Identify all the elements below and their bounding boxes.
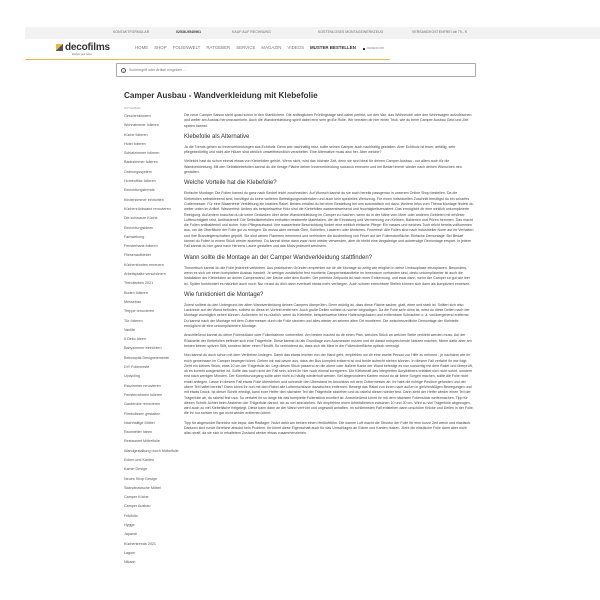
paragraph: Theoretisch kannst du die Folie jederzeit verkleben. Aus praktischen Gründen empfehlen wir dir die Montage so zeitig wie möglich in deine Umbauphase einzuplanen. Besonders, wenn es sich um einen kompletten Ausbau handelt. Je weniger zusätzliche fest montierte Camperbestandteile im Innenraum vorhanden sind, desto unkomplizierter ist auch die Installation der Klebefolien an deiner Camperwand, der Decke oder dem Boden. Der perfekte Zeitpunkt ist nach einer Entkernung, und zwar dann, wenn der Camper so gut wie leer ist. Später funktioniert es natürlich auch noch. Nur musst du dich dann eventuell etwas mehr verbiegen. Auch schwer erreichbare Stellen können sich dann als kompliziert erweisen. [184, 265, 471, 286]
sidebar-item[interactable]: Kamin Design [124, 467, 147, 472]
sidebar-item[interactable]: Hotel folieren [124, 141, 146, 146]
sidebar-item[interactable]: Arbeitsplatte verschönern [124, 272, 166, 277]
logo[interactable] [56, 42, 110, 53]
sidebar-item[interactable]: 5 Deko Ideen [124, 337, 146, 342]
sidebar-item[interactable]: Camper Ausbau [124, 504, 151, 509]
sidebar-item[interactable]: Küche folieren [124, 132, 148, 137]
sidebar-item[interactable]: Lagom [124, 550, 136, 555]
nav-muster-bestellen[interactable]: MUSTER BESTELLEN [310, 45, 356, 50]
sidebar-item[interactable]: Camper Küche [124, 495, 149, 500]
sidebar-item[interactable]: Restaurant Möbelfolie [124, 439, 160, 444]
section-heading: Welche Vorteile hat die Klebefolie? [184, 180, 277, 187]
nav-ratgeber[interactable]: RATGEBER [206, 45, 231, 50]
article-body [184, 113, 474, 441]
nav-magazin[interactable]: MAGAZIN [261, 45, 282, 50]
sidebar-item[interactable]: Fliesenaufkleber [124, 253, 152, 258]
top-info-bar [25, 27, 600, 39]
sidebar-item[interactable]: Upcycling [124, 374, 140, 379]
paragraph: Nun kannst du auch schon mit dem Verkleben loslegen. Damit das etwas leichter von der Hand geht, empfehlen wir dir eine zweite Person zur Hilfe zu nehmen - je nachdem wie ihr euch gemeinsam im Camper bewegen könnt. Gehen wir mal davon aus, dass der Bus komplett entkernt ist und beide aufrecht stehen können. In diesem Fall verfahrt ihr wie folgt: Zieht ein kleines Stück, etwa 10 cm der Trägerfolie ab. Legt dieses Stück passend an die obere oder äußere Kante der Wand befestigt es nun vorsichtig mit dem Rakel und überprüft, ob es korrekt ausgerichtet ist. Sollte das noch nicht der Fall sein, könnt ihr hier noch einmal korrigieren. Die Klebekraft des integrierten Acrylklebers entfaltet sich nicht sofort, sondern erst nach wenigen Minuten. Der Korrekturvorgang sollte aber nicht zu häufig wiederholt werden. Bei abgerundeten Kanten musst du dir keine Sorgen machen, sollte die Folie nicht exakt anliegen. Lasse in diesem Fall etwas Folie überstehen und schneide den Überstand im Anschluss mit dem Cuttermesser ab. Ihr habt die richtige Position gefunden und der obere Teil haftet bereits? Dann könnt ihr nun mit dem Rakel alle Lufteinschlüsse dazwischen entfernen. Bewegt das Rakel von innen nach außen in gleichmäßigen Bewegungen und mit etwas Druck. Ist dieser Schritt erledigt, kann euer Helfer den nächsten Teil der Trägerfolie abziehen und du rakelst diesen wieder fest. Dann zieht der Helfer wieder einen Teil der Trägerfolie ab, du rakelst fest usw. So verfahrt ihr so lange bis das komplette Folienstück montiert ist. Anschließend könnt ihr mit dem nächsten Folienstück weitermachen. Tipp für diesen Schritt: Achtet beim Abziehen der Trägerfolie darauf, nie zu viel abzuziehen. Wir empfehlen einen Arbeitsbereich zwischen 10 und 20 cm. Wird zu viel Trägerfolie abgezogen, wird auch zu viel Klebefläche freigelegt. Diese kann dann an der Wand verfrüht und ungewollt anhaften. Im schlimmsten Fall entstehen dann unschöne Knicke und Dellen in der Folie, die ihr nur schwer bis gar nicht wieder entfernen könnt. [184, 353, 474, 416]
logo-text: decofilms [65, 42, 110, 53]
sidebar-item[interactable]: Kinderzimmer einrichten [124, 197, 164, 202]
sidebar-item[interactable]: Homeoffice folieren [124, 179, 156, 184]
paragraph: Ja die Trends gehen zu Innenverkleidungen aus Echtholz. Denn wer nachhaltig reist, sollte seinen Camper auch nachhaltig gestalten. Aber Echtholz ist teuer, anfällig, sehr pflegebedürftig und nicht alle Hölzer sind wirklich umweltfreundlich verarbeitet. Eine Alternative muss also her. Aber welche? [184, 144, 456, 155]
search-input[interactable] [129, 68, 429, 72]
sidebar-item[interactable]: Frikifolio [124, 513, 138, 518]
sidebar-item[interactable]: Ecken und Kanten [124, 457, 155, 462]
sidebar-item[interactable]: Wandgestaltung durch Möbelfolie [124, 448, 179, 453]
sidebar-item[interactable]: Vanlife [124, 327, 136, 332]
paragraph: Tipp für abgerundet Bereiche wie bspw. das Radlager: Nutzt dafür am besten einen Heißluftföhn. Die warme Luft macht die Struktur der Folie für eine kurze Zeit weich und elastisch. Dadurch sind runde Bereiche absolut kein Problem. Ihr könnt diese Eigenschaft auch für das Umschlagen an Ecken und Kanten nutzen. Zieht die elastische Folie dann aber nicht allzu straff, da sie sich in erkaltetem Zustand wieder etwas zusammenziehen. [184, 420, 472, 436]
sidebar-item[interactable]: Hygge [124, 523, 135, 528]
sidebar-item[interactable]: Küchenrückwand renovieren [124, 206, 171, 211]
sidebar-item[interactable]: Ordnungssystem [124, 169, 152, 174]
section-heading: Wann sollte die Montage an der Camper Wandverkleidung stattfinden? [184, 254, 372, 261]
sidebar-item[interactable]: DIY Folienreste [124, 365, 150, 370]
page-title: Camper Ausbau - Wandverkleidung mit Klebefolie [124, 91, 318, 100]
sidebar-item[interactable]: Filmkulissen gestalten [124, 411, 161, 416]
sidebar-item[interactable]: Küchentrends 2021 [124, 541, 156, 546]
paragraph: Einfache Montage: Die Folien kannst du ganz nach Bedarf leicht zuschneiden. Auf Wunsch kannst du sie auch bereits passgenau in unserem Online Shop bestellen. Da die Klebefolien selbstklebend sind, benötigst du keine weiteren Befestigungsmaterialien und auch kein spezielles Werkzeug. Für einen individuellen Zuschnitt benötigst du ein scharfes Cuttermesser. Für eine Blasenfreie Verklebung ein intaktes Rakel. Beides erhältst du bei einer Bestellung bei uns automatisch mit dazu. Weitere Infos zum Thema Montage findest du weiter unten im Artikel. Wasserfest: Anders als beispielsweise Holz sind die Klebefolien wasserabweisend und feuchtigkeitsresistent. Das ermöglicht dir eine wirklich unkomplizierte Reinigung. Außerdem brauchst du dir keine Gedanken über deine Wandverkleidung im Camper zu machen, wenn du in der Nähe vom Meer oder anderen Gebieten mit erhöhter Luftfeuchtigkeit reist. Antibakteriell: Die Selbstklebefolien enthalten bestimmte Materialien, die die Einnistung und Vermehrung von Keimen, Bakterien und Pilzen hemmen. Das macht die Folien antibakteriell und sicher. Kein Pflegeaufwand: Ihre wasserfeste Beschichtung fördert eine wirklich einfache Pflege. Ein nasses und weiches Tuch reicht bereits vollkommen aus, um die Oberfläche der Folie gut zu reinigen. Du musst aber niemals Ölen, Schleifen, Lasieren oder ähnliches. Feuerfest: Alle Folien sind nach industrieller Norm auf ihr Verhalten und ihre Brandeigenschaften geprüft. Sie sind wirken Flammen hemmend und verhindern die Ausbreitung von Feuer auf der Folienoberfläche. Einfache Demontage: Bei Bedarf kannst du Folien in einem Stück wieder abziehen. Du kannst diese dann zwar nicht wieder verwenden, aber dir bleibt eine langwierige und aufwendige Demontage erspart. In jedem Fall kannst du hier ganz nach Herzens Laune gestalten und das Motiv jederzeit wechseln. [184, 191, 474, 249]
paragraph: Anschließend kannst du deine Folienstücke oder Folienbahnen vorbereiten. Am besten machst du dir einen Plan, welches Stück an welcher Stelle verklebt werden muss. Auf der Rückseite der Klebefolien befindet sich eine Trägerfolie. Diese kannst du als Grundlage zum Ausmessen nutzen und dir darauf entsprechende Notizen machen. Nimm dafür aber am besten keinen spitzen Stift, sondern lieber einen Filzstift. So verhinderst du, dass sich die Mine in der Folienoberfläche optisch verewigt. [184, 333, 472, 348]
cart-link[interactable] [363, 47, 384, 50]
sidebar-item[interactable]: Farbwirkung [124, 234, 145, 239]
sidebar [124, 106, 184, 570]
sidebar-item[interactable]: Küchenfronten erneuern [124, 262, 164, 267]
contact-form-link[interactable]: KONTAKTFORMULAR [113, 30, 150, 34]
sidebar-item[interactable]: Badezimmer folieren [124, 160, 158, 165]
section-heading: Wie funktioniert die Montage? [184, 291, 264, 298]
sidebar-item[interactable]: Fensterrahmen folieren [124, 392, 163, 397]
sidebar-item[interactable]: Nikaon [124, 560, 136, 565]
logo-tagline: Restyle your home [72, 53, 92, 56]
sidebar-item[interactable]: Nachhaltige Möbel [124, 420, 155, 425]
sidebar-item[interactable]: Tür folieren [124, 318, 143, 323]
sidebar-item[interactable]: Betonoptik Designelemente [124, 355, 170, 360]
section-heading: Klebefolie als Alternative [184, 133, 250, 140]
logo-mark-icon [56, 44, 63, 51]
free-tools-info: KOSTENLOSES MONTAGEWERKZEUG [318, 30, 384, 34]
sidebar-item[interactable]: Japandi [124, 532, 137, 537]
sidebar-list [124, 114, 184, 564]
nav-videos[interactable]: VIDEOS [287, 45, 305, 50]
sidebar-item[interactable]: Geschenkboxen [124, 114, 151, 118]
sidebar-category-label: RATGEBER [124, 106, 141, 110]
sidebar-item[interactable]: Einrichtungstrends [124, 188, 155, 193]
free-shipping-info: VERSANDKOSTENFREI ab 79,- € [412, 30, 468, 34]
sidebar-item[interactable]: Messebau [124, 299, 142, 304]
sidebar-item[interactable]: Boden folieren [124, 290, 148, 295]
cart-icon [363, 48, 365, 50]
sidebar-item[interactable]: Raumteiler Ideen [124, 430, 153, 435]
sidebar-item[interactable]: Skandinavische Möbel [124, 485, 161, 490]
search-bar [116, 63, 476, 77]
search-icon: i [121, 68, 126, 73]
main-nav [135, 45, 362, 50]
sidebar-item[interactable]: Wohnzimmer folieren [124, 123, 159, 128]
phone-number[interactable]: 02536-9540961 [176, 30, 202, 34]
sidebar-item[interactable]: Treppe renovieren [124, 309, 154, 314]
sidebar-item[interactable]: Esszimmer renovieren [124, 383, 161, 388]
paragraph: Vielleicht hast du schon einmal etwas von Klebefolien gehört. Wenn nicht, wird das höchste Zeit, denn sie sind ideal für deinen Camper Ausbau - vor allem auch für die Wandverkleidung. Mit den Selbstklebefolien kannst du die riesige Fläche deiner Innenverkleidung ruckzuck erneuern und bei Bedarf immer wieder nach deinen Wünschen neu gestalten. [184, 159, 462, 175]
sidebar-item[interactable]: Trendfarben 2021 [124, 281, 154, 286]
sidebar-item[interactable]: Fensterbank folieren [124, 244, 158, 249]
paragraph: Die neue Camper Saison steht quasi schon in den Startlöchern. Die anfänglichen Frühlingstage sind dabei perfekt, um den Van, das Wohnmobil oder den Wohnwagen aufzufrischen und weiter am Ausbau herumzuwerkeln. Auch die Wandverkleidung spielt dabei eine sehr große Rolle. Wir verraten dir hier einen Trick, wie du beim Camper Ausbau Geld und Zeit sparen kannst. [184, 113, 472, 128]
cart-label: WARENKORB [367, 47, 384, 50]
sidebar-item[interactable]: Garderobe renovieren [124, 402, 161, 407]
invoice-payment-info: KAUF AUF RECHNUNG [232, 30, 271, 34]
sidebar-item[interactable]: Einrichtungsideen [124, 225, 154, 230]
nav-service[interactable]: SERVICE [236, 45, 256, 50]
nav-shop[interactable]: SHOP [154, 45, 167, 50]
sidebar-item[interactable]: Neues Shop Design [124, 476, 157, 481]
main-header [25, 39, 390, 60]
sidebar-item[interactable]: Die schwarze Küche [124, 216, 158, 221]
sidebar-item[interactable]: Babyzimmer einrichten [124, 346, 162, 351]
paragraph: Zuerst solltest du den Untergrund der alten Wandverkleidung deines Campers überprüfen. Denn wichtig ist, dass diese Fläche sauber, glatt, eben und stark ist. Sollten sich also Lackreste auf der Wand befinden, solltest du diese im Vorfeld entfernen. Auch große Dellen solltest du vorher begradigen. Da die Folie sehr dünn ist, wirst du diese Dellen nach der Montage womöglich sehen können. Außerdem ist es nützlich, wenn du Kleinteile, beispielsweise kleine Halterungshaken und entfernbare Schrauben o. ä. vorübergehend entfernst. Du kannst nach der Montage mit dem Cuttermesser durch die Folie stechen und alles wieder an seinem alten Ort montieren. Die zwischenzeitliche Demontage der Kleinteile ermöglicht dir eine unkompliziertere Montage. [184, 302, 470, 329]
sidebar-item[interactable]: Schlafzimmer folieren [124, 151, 160, 156]
nav-home[interactable]: HOME [135, 45, 149, 50]
nav-folienwelt[interactable]: FOLIENWELT [172, 45, 201, 50]
